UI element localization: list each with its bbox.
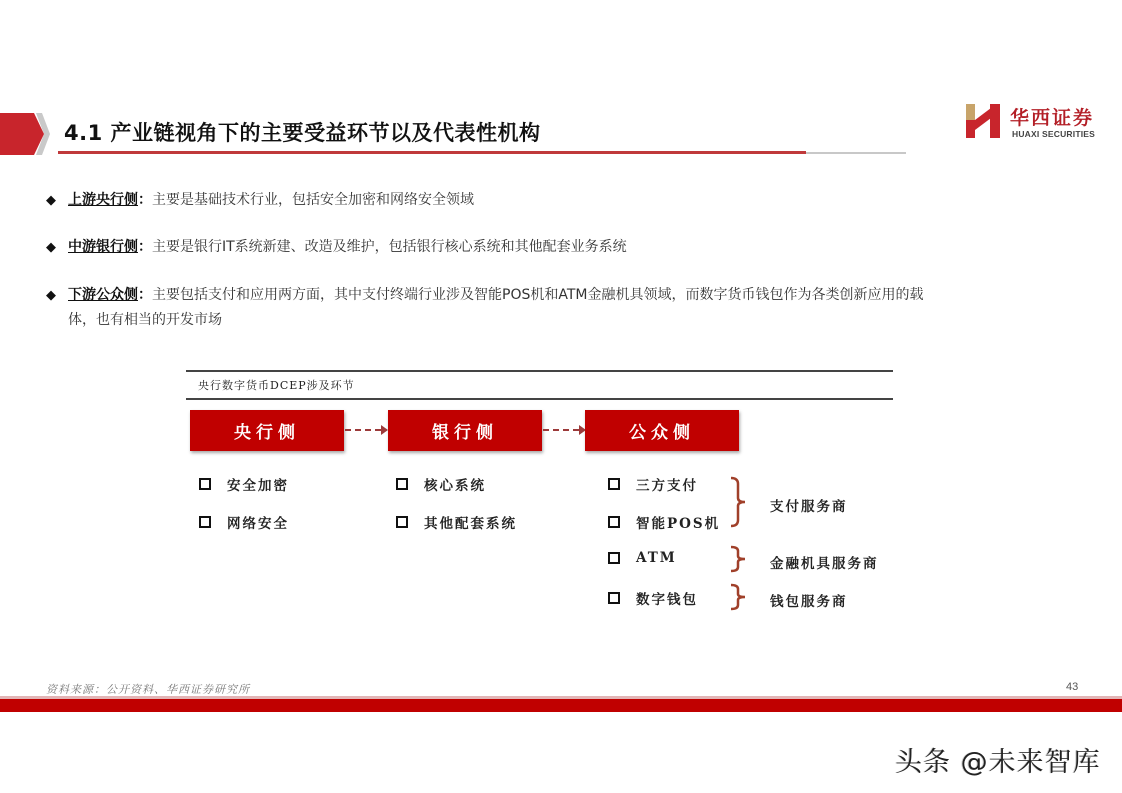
bullet-text: 主要是银行IT系统新建、改造及维护，包括银行核心系统和其他配套业务系统 <box>152 239 627 255</box>
title-underline-red <box>58 151 806 154</box>
checkbox-square-icon <box>608 516 620 528</box>
watermark: 头条 @未来智库 <box>895 747 1101 778</box>
service-provider-label: 支付服务商 <box>770 499 848 515</box>
checkbox-square-icon <box>608 592 620 604</box>
logo-english-name: HUAXI SECURITIES <box>1012 129 1096 139</box>
huaxi-h-logo-icon <box>966 104 1000 138</box>
service-provider-label: 金融机具服务商 <box>770 556 879 572</box>
header-red-tip <box>34 113 44 155</box>
list-item: 智能POS机 <box>608 512 720 532</box>
bullet-label: 上游央行侧 <box>68 192 138 208</box>
service-provider-label: 钱包服务商 <box>770 594 848 610</box>
bullet-label: 下游公众侧 <box>68 287 138 303</box>
brace-icon <box>729 545 751 578</box>
brace-icon <box>729 583 751 616</box>
list-item: 数字钱包 <box>608 588 698 608</box>
list-item: 网络安全 <box>199 512 289 532</box>
bullet-text-continued: 体，也有相当的开发市场 <box>68 312 222 328</box>
list-item: ATM <box>608 550 677 566</box>
bullet-midstream: ◆ 中游银行侧：主要是银行IT系统新建、改造及维护，包括银行核心系统和其他配套业务系统 <box>46 235 1086 260</box>
list-item: 安全加密 <box>199 474 289 494</box>
list-item: 核心系统 <box>396 474 486 494</box>
box-central-bank: 央行侧 <box>190 410 344 451</box>
page-title: 4.1 产业链视角下的主要受益环节以及代表性机构 <box>64 121 541 145</box>
source-note: 资料来源：公开资料、华西证券研究所 <box>46 683 250 696</box>
arrow-head-icon <box>381 425 388 435</box>
checkbox-square-icon <box>608 478 620 490</box>
footer-red-band <box>0 699 1122 712</box>
bullet-label: 中游银行侧 <box>68 239 138 255</box>
checkbox-square-icon <box>199 516 211 528</box>
title-underline-grey <box>806 152 906 154</box>
logo-chinese-name: 华西证券 <box>1010 107 1095 129</box>
diagram-caption: 央行数字货币DCEP涉及环节 <box>198 379 355 392</box>
box-public: 公众侧 <box>585 410 739 451</box>
checkbox-square-icon <box>199 478 211 490</box>
brace-icon <box>729 476 751 533</box>
bullet-upstream: ◆ 上游央行侧：主要是基础技术行业，包括安全加密和网络安全领域 <box>46 188 1086 213</box>
box-bank: 银行侧 <box>388 410 542 451</box>
checkbox-square-icon <box>396 516 408 528</box>
diagram-caption-rule <box>186 398 893 400</box>
diamond-bullet-icon: ◆ <box>46 288 56 303</box>
list-item: 其他配套系统 <box>396 512 517 532</box>
checkbox-square-icon <box>608 552 620 564</box>
bullet-text: 主要是基础技术行业，包括安全加密和网络安全领域 <box>152 192 474 208</box>
page-number: 43 <box>1066 681 1079 693</box>
checkbox-square-icon <box>396 478 408 490</box>
arrow-dashed <box>345 429 381 431</box>
diamond-bullet-icon: ◆ <box>46 240 56 255</box>
arrow-dashed <box>543 429 579 431</box>
list-item: 三方支付 <box>608 474 698 494</box>
diamond-bullet-icon: ◆ <box>46 193 56 208</box>
diagram-top-rule <box>186 370 893 372</box>
header-red-bar <box>0 113 34 155</box>
bullet-downstream: ◆ 下游公众侧：主要包括支付和应用两方面，其中支付终端行业涉及智能POS机和ATM金融机具领域，而数字货币钱包作为各类创新应用的载 体，也有相当的开发市场 <box>46 283 1086 332</box>
bullet-text: 主要包括支付和应用两方面，其中支付终端行业涉及智能POS机和ATM金融机具领域，而数字货币钱包作为各类创新应用的载 <box>152 287 924 303</box>
